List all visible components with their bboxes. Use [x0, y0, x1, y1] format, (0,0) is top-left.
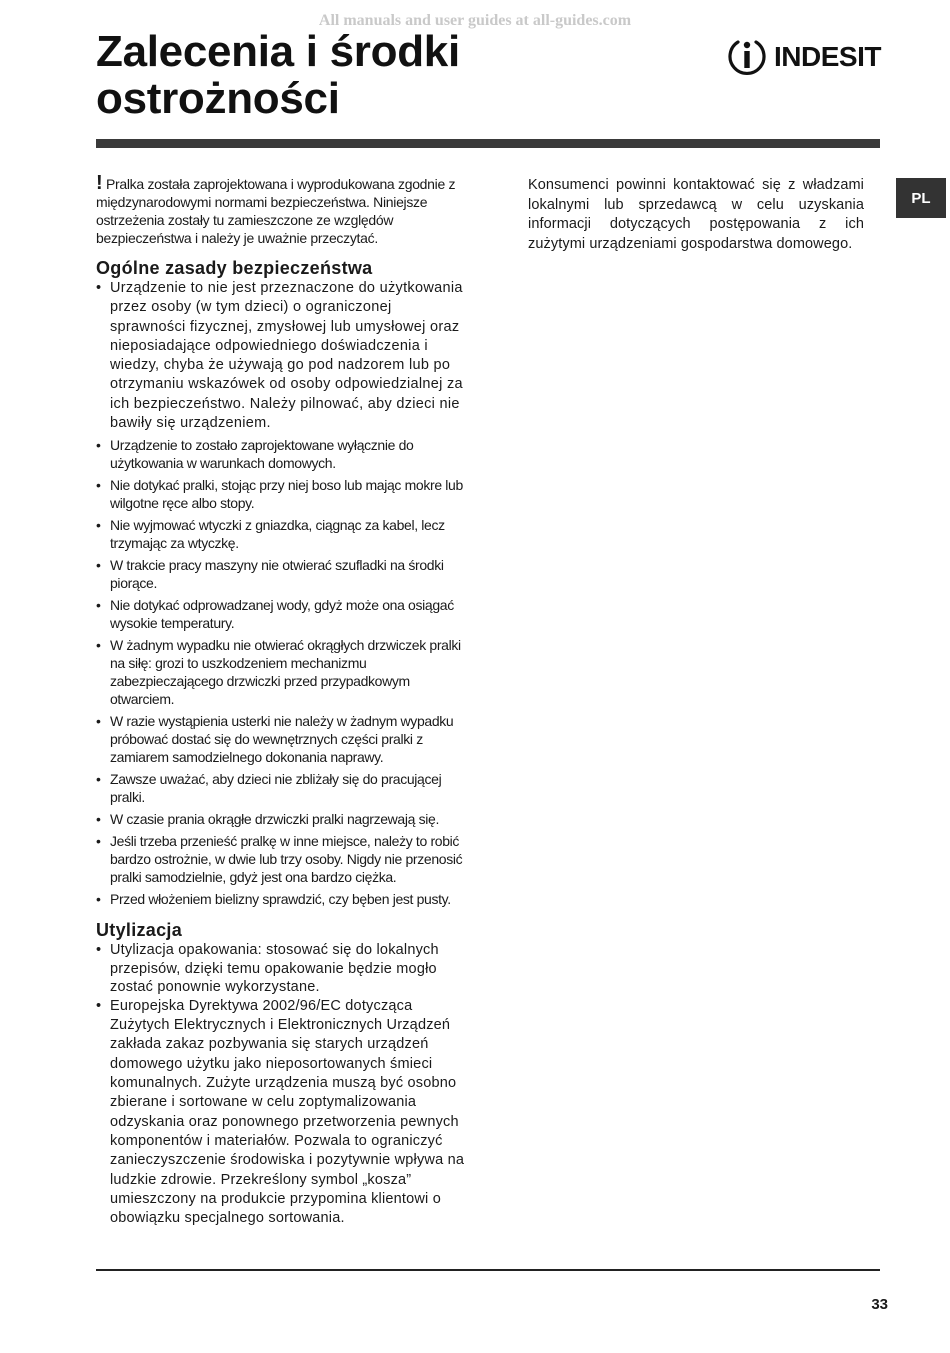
- header-divider: [96, 139, 880, 148]
- language-tab: PL: [896, 178, 946, 218]
- list-item: • Utylizacja opakowania: stosować się do lokalnych przepisów, dzięki temu opakowanie będzie mogło zostać ponownie wykorzystane.: [96, 941, 468, 997]
- list-item: • Nie wyjmować wtyczki z gniazdka, ciągnąc za kabel, lecz trzymając za wtyczkę.: [96, 516, 468, 552]
- info-circle-icon: [726, 36, 768, 78]
- list-item: • Nie dotykać pralki, stojąc przy niej boso lub mając mokre lub wilgotne ręce albo stopy.: [96, 476, 468, 512]
- list-item: • Urządzenie to zostało zaprojektowane wyłącznie do użytkowania w warunkach domowych.: [96, 436, 468, 472]
- list-item: • W trakcie pracy maszyny nie otwierać szufladki na środki piorące.: [96, 556, 468, 592]
- section-heading-general: Ogólne zasady bezpieczeństwa: [96, 258, 373, 278]
- list-item: • Nie dotykać odprowadzanej wody, gdyż może ona osiągać wysokie temperatury.: [96, 596, 468, 632]
- list-item: • Przed włożeniem bielizny sprawdzić, czy bęben jest pusty.: [96, 890, 468, 908]
- consumer-info-paragraph: Konsumenci powinni kontaktować się z władzami lokalnymi lub sprzedawcą w celu uzyskania informacji dotyczących postępowania z ich zużytymi urządzeniami gospodarstwa domowego.: [528, 177, 864, 252]
- list-item: • Europejska Dyrektywa 2002/96/EC dotycząca Zużytych Elektrycznych i Elektronicznych Urządzeń zakłada zakaz pozbywania się starych urządzeń domowego użytku jako nieposortowanych śmieci komunalnych. Zużyte urządzenia muszą być osobno zbierane i sortowane w celu zoptymalizowania odzyskania oraz ponownego przetworzenia pewnych komponentów i materiałów. Pozwala to ograniczyć zanieczyszczenie środowiska i pozytywnie wpływa na ludzkie zdrowie. Przekreślony symbol „kosza” umieszczony na produkcie przypomina klientowi o obowiązku specjalnego sortowania.: [96, 997, 468, 1229]
- left-column: [96, 172, 468, 1228]
- warning-exclamation-icon: !: [96, 172, 103, 194]
- brand-logo: [726, 36, 881, 78]
- section-heading-disposal: Utylizacja: [96, 920, 183, 941]
- list-item: • Urządzenie to nie jest przeznaczone do użytkowania przez osoby (w tym dzieci) o ograniczonej sprawności fizycznej, zmysłowej lub umysłowej oraz nieposiadające odpowiedniego doświadczenia i wiedzy, chyba że używają go pod nadzorem lub po otrzymaniu wskazówek od osoby odpowiedzialnej za ich bezpieczeństwo. Należy pilnować, aby dzieci nie bawiły się urządzeniem.: [96, 279, 468, 433]
- page-title-line-1: Zalecenia i środki: [96, 27, 460, 76]
- brand-name: INDESIT: [774, 41, 881, 72]
- list-item: • W razie wystąpienia usterki nie należy w żadnym wypadku próbować dostać się do wewnętrznych części pralki z zamiarem samodzielnego dokonania naprawy.: [96, 712, 468, 766]
- page-title-line-2: ostrożności: [96, 74, 340, 123]
- disposal-list: [96, 941, 468, 1228]
- list-item: • Zawsze uważać, aby dzieci nie zbliżały się do pracującej pralki.: [96, 770, 468, 806]
- general-safety-list: [96, 279, 468, 908]
- page-number: 33: [871, 1296, 888, 1313]
- footer-divider: [96, 1269, 880, 1271]
- list-item: • W czasie prania okrągłe drzwiczki pralki nagrzewają się.: [96, 810, 468, 828]
- list-item: • Jeśli trzeba przenieść pralkę w inne miejsce, należy to robić bardzo ostrożnie, w dwie lub trzy osoby. Nigdy nie przenosić pralki samodzielnie, gdyż jest ona bardzo ciężka.: [96, 832, 468, 886]
- intro-paragraph: [96, 172, 468, 247]
- intro-text: Pralka została zaprojektowana i wyprodukowana zgodnie z międzynarodowymi normami bezpieczeństwa. Niniejsze ostrzeżenia zostały tu zamieszczone ze względów bezpieczeństwa i należy je uważnie przeczytać.: [96, 176, 456, 246]
- page-title: [96, 28, 460, 122]
- list-item: • W żadnym wypadku nie otwierać okrągłych drzwiczek pralki na siłę: grozi to uszkodzeniem mechanizmu zabezpieczającego drzwiczki przed przypadkowym otwarciem.: [96, 636, 468, 708]
- right-column: [528, 176, 864, 254]
- watermark: All manuals and user guides at all-guides.com: [318, 12, 632, 29]
